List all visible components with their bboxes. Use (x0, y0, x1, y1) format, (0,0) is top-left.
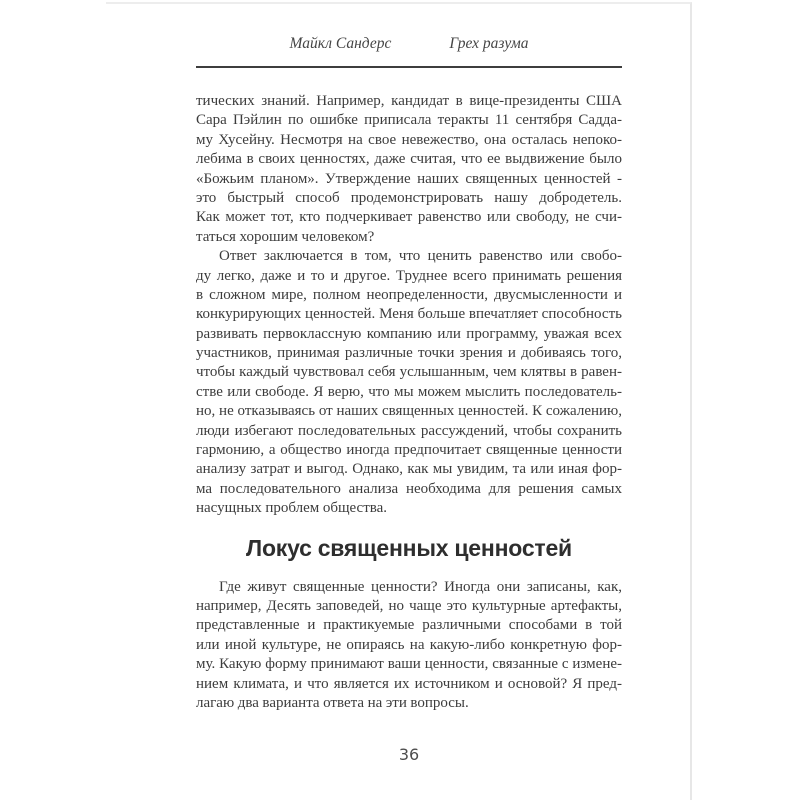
text-line: Ответ заключается в том, что ценить равенство или свобо- (219, 248, 622, 265)
text-line: Сара Пэйлин по ошибке приписала теракты 11 сентября Садда- (196, 112, 622, 129)
paragraph-2 (196, 247, 622, 518)
text-line: лагаю два варианта ответа на эти вопросы. (196, 694, 469, 711)
author-name: Майкл Сандерс (289, 35, 392, 52)
text-line: или иной культуре, не опираясь на какую-либо конкретную фор- (196, 636, 622, 653)
text-line: Как может тот, кто подчеркивает равенство или свободу, не счи- (196, 209, 622, 226)
text-line: нием климата, и что является их источником и основой? Я пред- (196, 675, 622, 692)
text-line: му Хусейну. Несмотря на свое невежество, она осталась непоко- (196, 131, 622, 148)
text-line: гармонию, а общество иногда предпочитает священные ценности (196, 442, 622, 459)
page-number: 36 (398, 745, 420, 764)
text-line: анализу затрат и выгод. Однако, как мы увидим, та или иная фор- (196, 461, 622, 478)
header-divider (196, 66, 622, 68)
text-line: Где живут священные ценности? Иногда они записаны, как, (219, 578, 622, 595)
text-line: чтобы каждый чувствовал себя услышанным, чем клятвы в равен- (196, 364, 622, 381)
text-line: насущных проблем общества. (196, 500, 388, 517)
text-line: ма последовательного анализа необходима для решения самых (196, 480, 622, 497)
text-line: участников, принимая различные точки зрения и добиваясь того, (196, 345, 622, 362)
body-text (196, 92, 622, 713)
text-line: но, не отказываясь от наших священных ценностей. К сожалению, (196, 403, 622, 420)
text-line: конкурирующих ценностей. Меня больше впечатляет способность (196, 306, 622, 323)
text-line: таться хорошим человеком? (196, 228, 375, 245)
text-line: тических знаний. Например, кандидат в вице-президенты США (196, 93, 622, 109)
text-line: в сложном мире, полном неопределенности, двусмысленности и (196, 286, 622, 303)
paragraph-3 (196, 578, 622, 714)
book-page (106, 2, 692, 800)
text-line: представленные и практикуемые различными способами в той (196, 617, 622, 634)
text-line: му. Какую форму принимают ваши ценности, связанные с измене- (196, 656, 622, 673)
text-line: например, Десять заповедей, но чаще это культурные артефакты, (196, 597, 622, 614)
text-line: стве или свободе. Я верю, что мы можем мыслить последователь- (196, 383, 622, 400)
running-header (196, 35, 622, 53)
text-line: ду легко, даже и то и другое. Труднее всего принимать решения (196, 267, 622, 284)
text-line: развивать первоклассную компанию или программу, уважая всех (196, 325, 622, 342)
paragraph-1 (196, 92, 622, 247)
text-line: «Божьим планом». Утверждение наших священных ценностей - (196, 170, 622, 187)
section-heading: Локус священных ценностей (246, 534, 572, 561)
text-line: лебима в своих ценностях, даже считая, что ее выдвижение было (196, 151, 622, 168)
text-line: люди избегают последовательных рассуждений, чтобы сохранить (196, 422, 622, 439)
text-line: это быстрый способ продемонстрировать нашу добродетель. (196, 189, 622, 206)
book-title: Грех разума (449, 35, 529, 52)
